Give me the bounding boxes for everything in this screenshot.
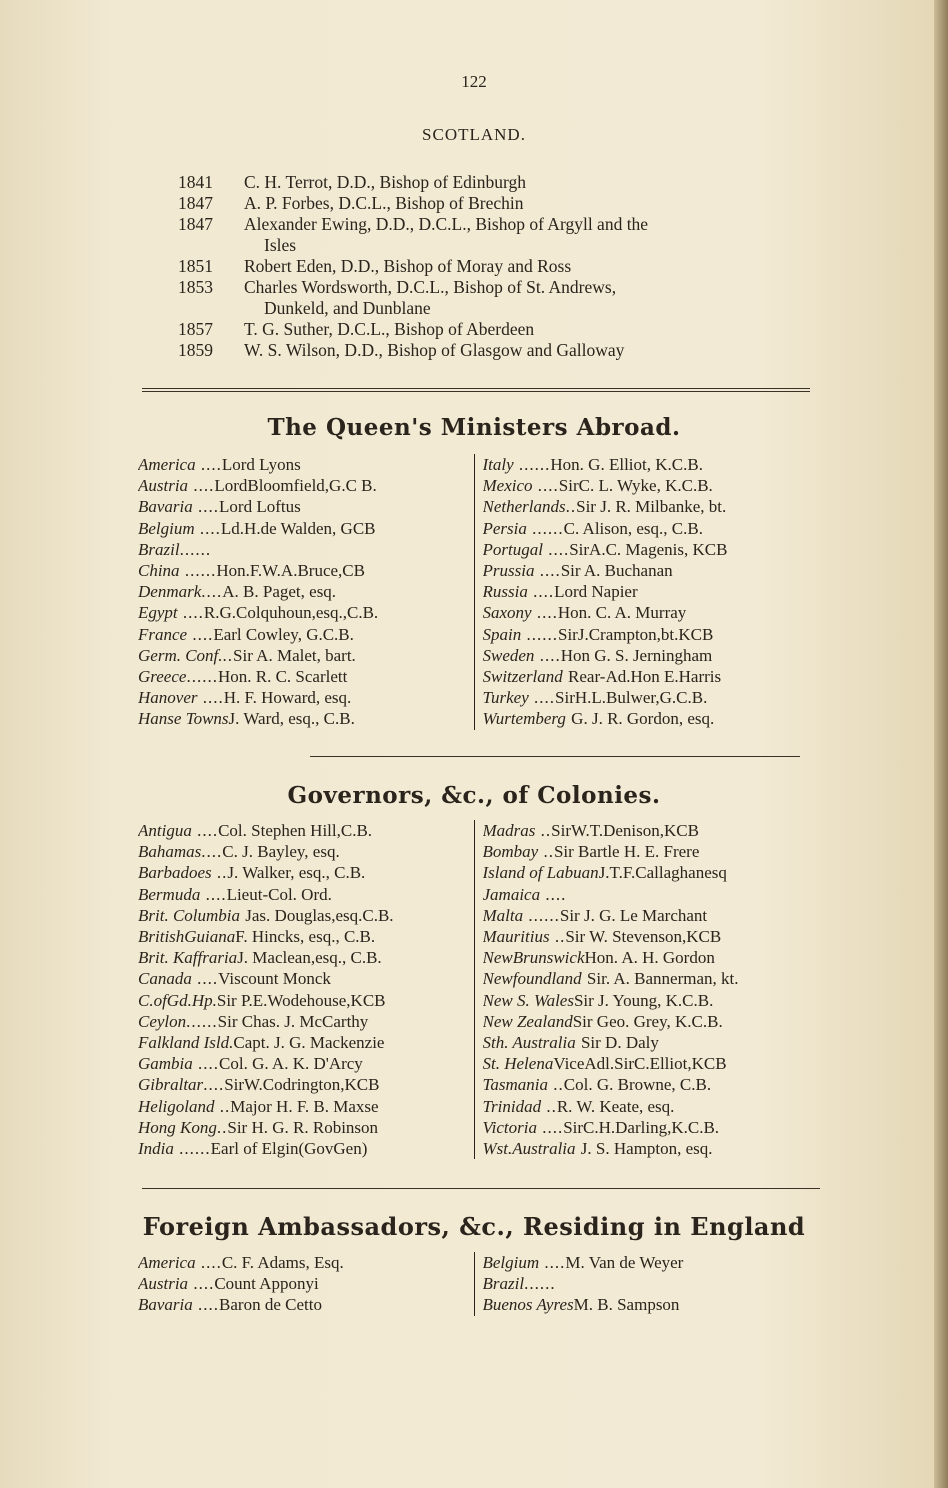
office-holder: Hon. G. Elliot, K.C.B. <box>550 455 703 474</box>
office-holder: Sir. A. Bannerman, kt. <box>586 969 739 989</box>
place-name: Bombay <box>482 842 539 862</box>
place-name: Persia <box>482 518 527 538</box>
place-name: Island of Labuan <box>482 863 599 883</box>
list-item <box>483 454 819 475</box>
leader-dots: ...... <box>521 624 558 644</box>
leader-dots: .... <box>534 561 561 581</box>
place-name: Wst.Australia <box>482 1139 576 1159</box>
office-holder: R.G.Colquhoun,esq.,C.B. <box>203 603 379 623</box>
list-item <box>483 947 819 968</box>
bishop-entry <box>178 256 790 277</box>
place-name: Austria <box>138 476 189 496</box>
place-name: Italy <box>482 455 514 474</box>
bishop-name: T. G. Suther, D.C.L., Bishop of Aberdeen <box>244 319 535 339</box>
office-holder: Ld.H.de Walden, GCB <box>220 518 376 538</box>
leader-dots: .... <box>531 603 558 623</box>
list-item <box>138 1252 474 1273</box>
place-name: Germ. Conf. <box>138 645 223 665</box>
place-name: Turkey <box>482 688 529 708</box>
list-item <box>483 968 819 989</box>
office-holder: F. Hincks, esq., C.B. <box>235 927 376 947</box>
place-name: Heligoland <box>138 1096 215 1116</box>
leader-dots: .... <box>201 582 223 602</box>
list-item <box>483 539 819 560</box>
ambassadors-left-column <box>138 1252 475 1316</box>
list-item <box>138 1273 474 1294</box>
leader-dots: .... <box>195 455 222 474</box>
list-item <box>483 624 819 645</box>
leader-dots: .... <box>195 1253 222 1272</box>
place-name: Spain <box>482 624 522 644</box>
bishop-name: A. P. Forbes, D.C.L., Bishop of Brechin <box>244 193 524 213</box>
leader-dots: ...... <box>186 1011 218 1031</box>
list-item <box>483 645 819 666</box>
office-holder: A. B. Paget, esq. <box>222 582 337 602</box>
place-name: India <box>138 1139 174 1159</box>
ambassadors-right-column <box>475 1252 819 1316</box>
list-item <box>138 518 474 539</box>
place-name: Brit. Columbia <box>138 905 241 925</box>
bishop-year: 1841 <box>178 172 213 192</box>
office-holder: Lord Lyons <box>221 455 301 474</box>
bishop-year: 1859 <box>178 340 213 360</box>
list-item <box>138 560 474 581</box>
place-name: Brazil <box>138 539 180 559</box>
place-name: Falkland Isld. <box>138 1033 234 1053</box>
list-item <box>483 1117 819 1138</box>
bishop-name-continued: Dunkeld, and Dunblane <box>264 298 431 318</box>
office-holder: Hon. A. H. Gordon <box>584 948 715 968</box>
leader-dots: .... <box>534 645 561 665</box>
place-name: New S. Wales <box>482 990 574 1010</box>
place-name: France <box>138 624 188 644</box>
office-holder: Sir J. Young, K.C.B. <box>573 990 714 1010</box>
office-holder: M. B. Sampson <box>573 1295 680 1315</box>
leader-dots: .. <box>538 842 554 862</box>
office-holder: M. Van de Weyer <box>565 1253 684 1272</box>
leader-dots: .... <box>191 969 219 989</box>
bishop-entry <box>178 214 790 235</box>
office-holder: H. F. Howard, esq. <box>223 688 352 708</box>
bishop-year: 1851 <box>178 256 213 276</box>
place-name: Canada <box>138 969 192 989</box>
office-holder: C. J. Bayley, esq. <box>222 842 340 862</box>
list-item <box>138 624 474 645</box>
leader-dots: .... <box>192 1295 220 1315</box>
list-item <box>483 581 819 602</box>
office-holder: J.T.F.Callaghanesq <box>598 863 727 883</box>
bishop-entry-continuation <box>178 298 790 319</box>
leader-dots: .... <box>188 1274 215 1294</box>
list-item <box>483 1011 819 1032</box>
place-name: Sweden <box>482 645 535 665</box>
leader-dots: .... <box>540 884 567 904</box>
office-holder: ViceAdl.SirC.Elliot,KCB <box>553 1054 727 1074</box>
office-holder: Hon. R. C. Scarlett <box>217 667 348 687</box>
office-holder: Rear-Ad.Hon E.Harris <box>568 667 722 687</box>
leader-dots: ...... <box>523 905 560 925</box>
office-holder: Viscount Monck <box>218 969 331 989</box>
office-holder: Count Apponyi <box>214 1274 319 1294</box>
bishop-name: Charles Wordsworth, D.C.L., Bishop of St. Andrews, <box>244 277 617 297</box>
governors-right-column <box>475 820 819 1159</box>
office-holder: Sir Bartle H. E. Frere <box>553 842 700 862</box>
place-name: Russia <box>482 582 528 602</box>
list-item <box>138 1294 474 1315</box>
list-item <box>138 990 474 1011</box>
office-holder: C. Alison, esq., C.B. <box>563 518 703 538</box>
page-number: 122 <box>461 72 487 91</box>
list-item <box>138 1096 474 1117</box>
office-holder: Lieut-Col. Ord. <box>226 884 332 904</box>
scotland-bishops-list <box>178 172 790 361</box>
bishop-entry <box>178 193 790 214</box>
place-name: Bavaria <box>138 497 193 517</box>
leader-dots: .... <box>177 603 204 623</box>
office-holder: Sir P.E.Wodehouse,KCB <box>216 990 386 1010</box>
list-item <box>483 841 819 862</box>
place-name: Newfoundland <box>482 969 582 989</box>
list-item <box>483 602 819 623</box>
leader-dots: ...... <box>513 455 551 474</box>
list-item <box>138 645 474 666</box>
section-divider <box>142 1188 820 1189</box>
leader-dots: .... <box>528 688 556 708</box>
list-item <box>138 602 474 623</box>
office-holder: Sir J. G. Le Marchant <box>559 905 708 925</box>
list-item <box>138 581 474 602</box>
office-holder: J. Walker, esq., C.B. <box>227 863 366 883</box>
section-divider <box>310 756 800 757</box>
office-holder: Hon. C. A. Murray <box>557 603 687 623</box>
office-holder: SirW.Codrington,KCB <box>224 1075 380 1095</box>
ambassadors-table <box>138 1252 818 1316</box>
list-item <box>483 708 819 729</box>
place-name: Switzerland <box>482 667 563 687</box>
place-name: Victoria <box>482 1117 537 1137</box>
leader-dots: .. <box>214 1096 231 1116</box>
bishop-year: 1857 <box>178 319 213 339</box>
leader-dots: .... <box>194 518 221 538</box>
office-holder: G. J. R. Gordon, esq. <box>571 709 715 729</box>
list-item <box>138 947 474 968</box>
leader-dots: .. <box>535 821 552 840</box>
list-item <box>483 990 819 1011</box>
place-name: Prussia <box>482 561 535 581</box>
place-name: Mexico <box>482 476 533 496</box>
office-holder: LordBloomfield,G.C B. <box>214 476 377 496</box>
place-name: Hanover <box>138 688 198 708</box>
list-item <box>138 862 474 883</box>
place-name: Ceylon <box>138 1011 187 1031</box>
place-name: Antigua <box>138 821 192 840</box>
place-name: Sth. Australia <box>482 1033 576 1053</box>
place-name: China <box>138 561 180 581</box>
place-name: Brit. Kaffraria <box>138 948 238 968</box>
ministers-left-column <box>138 454 475 730</box>
list-item <box>483 1273 819 1294</box>
office-holder: J. S. Hampton, esq. <box>580 1139 713 1159</box>
place-name: Greece <box>138 667 187 687</box>
list-item <box>483 926 819 947</box>
place-name: St. Helena <box>482 1054 554 1074</box>
list-item <box>138 708 474 729</box>
bishop-year: 1847 <box>178 193 213 213</box>
bishop-year: 1847 <box>178 214 213 234</box>
scotland-heading: SCOTLAND. <box>422 125 526 144</box>
list-item <box>138 496 474 517</box>
office-holder: Col. G. Browne, C.B. <box>563 1075 712 1095</box>
list-item <box>483 560 819 581</box>
leader-dots: .... <box>527 582 555 602</box>
list-item <box>138 1074 474 1095</box>
leader-dots: .... <box>200 884 227 904</box>
list-item <box>138 841 474 862</box>
bishop-name: Alexander Ewing, D.D., D.C.L., Bishop of Argyll and the <box>244 214 649 234</box>
place-name: Portugal <box>482 539 543 559</box>
list-item <box>483 1053 819 1074</box>
place-name: Belgium <box>482 1253 540 1272</box>
list-item <box>483 496 819 517</box>
list-item <box>138 539 474 560</box>
governors-left-column <box>138 820 475 1159</box>
bishop-name-continued: Isles <box>264 235 297 255</box>
leader-dots: .. <box>565 497 577 517</box>
leader-dots: .... <box>203 1075 225 1095</box>
list-item <box>138 926 474 947</box>
list-item <box>483 905 819 926</box>
place-name: Buenos Ayres <box>482 1295 574 1315</box>
leader-dots: ...... <box>526 518 564 538</box>
place-name: Denmark <box>138 582 202 602</box>
place-name: Belgium <box>138 518 195 538</box>
office-holder: Baron de Cetto <box>219 1295 322 1315</box>
ministers-table <box>138 454 818 730</box>
office-holder: Sir J. R. Milbanke, bt. <box>576 497 727 517</box>
list-item <box>483 862 819 883</box>
office-holder: Hon.F.W.A.Bruce,CB <box>216 561 365 581</box>
place-name: Tasmania <box>482 1075 549 1095</box>
list-item <box>483 1032 819 1053</box>
leader-dots: ...... <box>173 1139 211 1159</box>
place-name: Barbadoes <box>138 863 212 883</box>
list-item <box>138 1053 474 1074</box>
bishop-entry <box>178 319 790 340</box>
place-name: Malta <box>482 905 524 925</box>
leader-dots: .... <box>192 497 220 517</box>
list-item <box>138 454 474 475</box>
place-name: Austria <box>138 1274 189 1294</box>
ambassadors-title: Foreign Ambassadors, &c., Residing in England <box>142 1212 806 1241</box>
place-name: Bahamas <box>138 842 202 862</box>
office-holder: Sir W. Stevenson,KCB <box>565 927 722 947</box>
leader-dots: .. <box>216 1117 228 1137</box>
office-holder: Sir A. Malet, bart. <box>233 645 356 665</box>
list-item <box>483 884 819 905</box>
leader-dots: .... <box>191 821 219 840</box>
leader-dots: .... <box>192 1054 220 1074</box>
page-edge <box>934 0 948 1488</box>
office-holder: SirC. L. Wyke, K.C.B. <box>558 476 713 496</box>
office-holder: Lord Loftus <box>219 497 301 517</box>
office-holder: J. Maclean,esq., C.B. <box>237 948 382 968</box>
place-name: Hanse Towns <box>138 709 229 729</box>
office-holder: SirJ.Crampton,bt.KCB <box>557 624 714 644</box>
place-name: Brazil <box>482 1274 525 1294</box>
list-item <box>138 968 474 989</box>
list-item <box>138 1011 474 1032</box>
office-holder: Sir H. G. R. Robinson <box>227 1117 379 1137</box>
office-holder: SirH.L.Bulwer,G.C.B. <box>555 688 708 708</box>
office-holder: Major H. F. B. Maxse <box>230 1096 379 1116</box>
list-item <box>483 1138 819 1159</box>
list-item <box>138 884 474 905</box>
office-holder: Sir D. Daly <box>580 1033 659 1053</box>
place-name: Gibraltar <box>138 1075 204 1095</box>
office-holder: Col. Stephen Hill,C.B. <box>218 821 373 840</box>
leader-dots: .... <box>539 1253 566 1272</box>
place-name: Hong Kong <box>138 1117 217 1137</box>
office-holder: Earl of Elgin(GovGen) <box>210 1139 368 1159</box>
place-name: Bermuda <box>138 884 201 904</box>
governors-title: Governors, &c., of Colonies. <box>287 782 661 809</box>
list-item <box>483 475 819 496</box>
leader-dots: ...... <box>186 667 218 687</box>
place-name: Egypt <box>138 603 178 623</box>
leader-dots: ...... <box>179 539 212 559</box>
list-item <box>138 475 474 496</box>
place-name: Jamaica <box>482 884 541 904</box>
office-holder: Capt. J. G. Mackenzie <box>233 1033 385 1053</box>
office-holder: C. F. Adams, Esq. <box>221 1253 344 1272</box>
list-item <box>483 1252 819 1273</box>
office-holder: SirC.H.Darling,K.C.B. <box>563 1117 720 1137</box>
leader-dots: .. <box>222 645 234 665</box>
list-item <box>483 666 819 687</box>
bishop-entry <box>178 340 790 361</box>
leader-dots: .... <box>536 1117 564 1137</box>
section-divider <box>142 388 810 392</box>
office-holder: SirA.C. Magenis, KCB <box>569 539 728 559</box>
list-item <box>483 687 819 708</box>
bishop-name: Robert Eden, D.D., Bishop of Moray and Ross <box>244 256 572 276</box>
bishop-name: W. S. Wilson, D.D., Bishop of Glasgow and Galloway <box>244 340 625 360</box>
list-item <box>483 1294 819 1315</box>
office-holder: Earl Cowley, G.C.B. <box>213 624 354 644</box>
office-holder: Hon G. S. Jerningham <box>560 645 713 665</box>
ministers-title: The Queen's Ministers Abroad. <box>267 414 681 441</box>
list-item <box>483 1074 819 1095</box>
office-holder: R. W. Keate, esq. <box>556 1096 675 1116</box>
office-holder: Lord Napier <box>554 582 638 602</box>
bishop-name: C. H. Terrot, D.D., Bishop of Edinburgh <box>244 172 527 192</box>
office-holder: Sir Chas. J. McCarthy <box>217 1011 369 1031</box>
place-name: Madras <box>482 821 536 840</box>
place-name: Netherlands <box>482 497 566 517</box>
place-name: BritishGuiana <box>138 927 236 947</box>
bishop-entry <box>178 172 790 193</box>
leader-dots: .. <box>548 1075 564 1095</box>
leader-dots: .. <box>541 1096 557 1116</box>
leader-dots: ...... <box>179 561 217 581</box>
place-name: Saxony <box>482 603 532 623</box>
governors-table <box>138 820 818 1159</box>
list-item <box>138 666 474 687</box>
office-holder: SirW.T.Denison,KCB <box>551 821 699 840</box>
leader-dots: .... <box>187 624 214 644</box>
leader-dots: .. <box>549 927 566 947</box>
place-name: Bavaria <box>138 1295 193 1315</box>
bishop-entry <box>178 277 790 298</box>
office-holder: Sir Geo. Grey, K.C.B. <box>572 1011 723 1031</box>
list-item <box>483 820 819 841</box>
list-item <box>483 1096 819 1117</box>
bishop-entry-continuation <box>178 235 790 256</box>
ministers-right-column <box>475 454 819 730</box>
list-item <box>138 687 474 708</box>
office-holder: J. Ward, esq., C.B. <box>228 709 355 729</box>
place-name: America <box>138 1253 196 1272</box>
office-holder: Jas. Douglas,esq.C.B. <box>245 905 394 925</box>
place-name: Mauritius <box>482 927 550 947</box>
list-item <box>138 1138 474 1159</box>
list-item <box>138 905 474 926</box>
list-item <box>138 1117 474 1138</box>
office-holder: Sir A. Buchanan <box>560 561 673 581</box>
list-item <box>138 1032 474 1053</box>
place-name: America <box>138 455 196 474</box>
leader-dots: .... <box>532 476 559 496</box>
list-item <box>483 518 819 539</box>
leader-dots: .... <box>542 539 570 559</box>
place-name: Gambia <box>138 1054 193 1074</box>
place-name: Trinidad <box>482 1096 542 1116</box>
place-name: New Zealand <box>482 1011 573 1031</box>
office-holder: Col. G. A. K. D'Arcy <box>219 1054 363 1074</box>
place-name: NewBrunswick <box>482 948 585 968</box>
leader-dots: ...... <box>524 1274 556 1294</box>
leader-dots: .... <box>197 688 224 708</box>
leader-dots: .... <box>201 842 223 862</box>
place-name: C.ofGd.Hp. <box>138 990 217 1010</box>
leader-dots: .. <box>211 863 228 883</box>
bishop-year: 1853 <box>178 277 213 297</box>
list-item <box>138 820 474 841</box>
leader-dots: .... <box>188 476 215 496</box>
place-name: Wurtemberg <box>482 709 566 729</box>
